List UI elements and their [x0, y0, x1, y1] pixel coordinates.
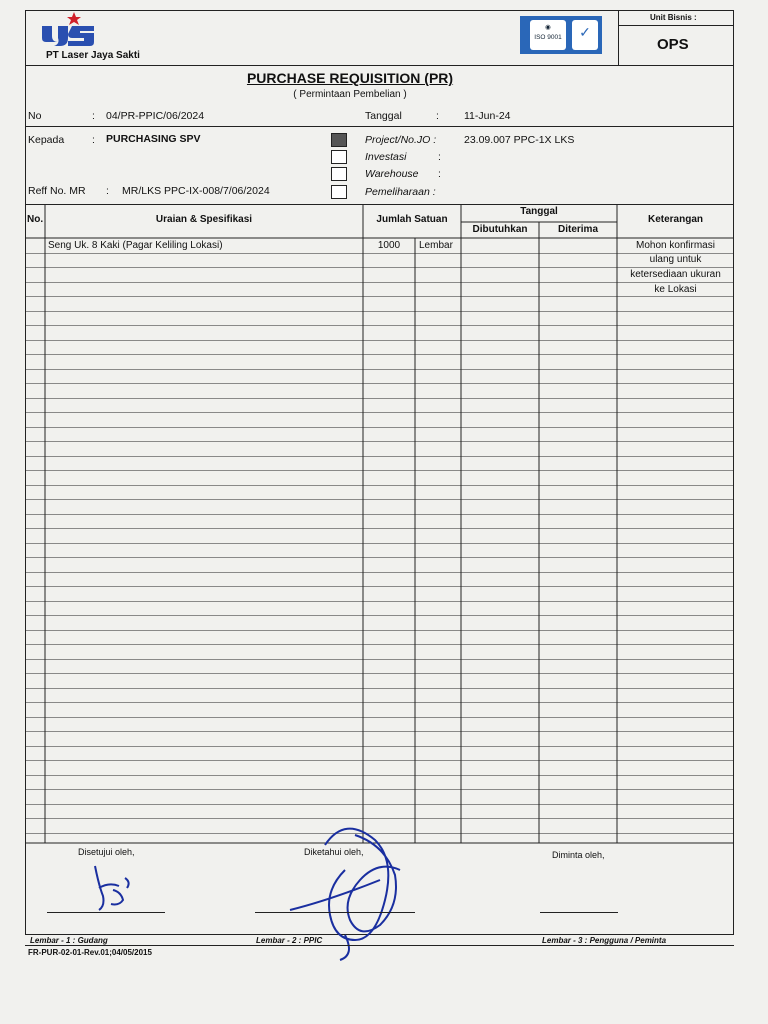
investasi-colon: :	[438, 151, 441, 163]
project-value: 23.09.007 PPC-1X LKS	[464, 134, 575, 146]
unit-value: OPS	[657, 36, 689, 53]
unit-label: Unit Bisnis :	[650, 13, 697, 22]
diminta-label: Diminta oleh,	[552, 850, 605, 860]
kepada-label: Kepada	[28, 134, 65, 146]
row1-keterangan-3: ketersediaan ukuran	[630, 269, 721, 280]
company-name: PT Laser Jaya Sakti	[46, 50, 140, 61]
row1-satuan: Lembar	[419, 240, 453, 251]
row1-uraian: Seng Uk. 8 Kaki (Pagar Keliling Lokasi)	[48, 240, 223, 251]
row1-keterangan-1: Mohon konfirmasi	[636, 240, 715, 251]
row1-jumlah: 1000	[377, 240, 401, 251]
kepada-value: PURCHASING SPV	[106, 133, 201, 145]
investasi-label: Investasi	[365, 151, 407, 163]
reff-value: MR/LKS PPC-IX-008/7/06/2024	[122, 185, 270, 197]
form-subtitle: ( Permintaan Pembelian )	[293, 89, 407, 100]
warehouse-colon: :	[438, 168, 441, 180]
col-jumlah-header: Jumlah Satuan	[376, 214, 448, 225]
footer-form-code: FR-PUR-02-01-Rev.01;04/05/2015	[28, 948, 152, 957]
form-title: PURCHASE REQUISITION (PR)	[246, 70, 454, 86]
iso-icon: ◉ ISO 9001	[530, 20, 566, 50]
no-value: 04/PR-PPIC/06/2024	[106, 110, 205, 122]
footer-lembar-2: Lembar - 2 : PPIC	[256, 936, 323, 945]
col-tanggal-header: Tanggal	[520, 206, 558, 217]
row1-keterangan-4: ke Lokasi	[654, 284, 697, 295]
reff-colon: :	[106, 185, 109, 197]
col-diterima-header: Diterima	[557, 224, 598, 235]
footer-lembar-1: Lembar - 1 : Gudang	[30, 936, 108, 945]
tanggal-label: Tanggal	[365, 110, 402, 122]
tanggal-colon: :	[436, 110, 439, 122]
disetujui-label: Disetujui oleh,	[78, 847, 135, 857]
no-label: No	[28, 110, 42, 122]
kepada-colon: :	[92, 134, 95, 146]
col-no-header: No.	[27, 214, 44, 225]
footer-lembar-3: Lembar - 3 : Pengguna / Peminta	[542, 936, 667, 945]
reff-label: Reff No. MR	[28, 185, 86, 197]
col-dibutuhkan-header: Dibutuhkan	[472, 224, 528, 235]
project-label: Project/No.JO :	[365, 134, 437, 146]
iso-text: ISO 9001	[534, 34, 562, 41]
tanggal-value: 11-Jun-24	[464, 110, 511, 122]
diketahui-label: Diketahui oleh,	[304, 847, 364, 857]
col-keterangan-header: Keterangan	[647, 214, 703, 225]
row1-keterangan-2: ulang untuk	[649, 254, 702, 265]
col-uraian-header: Uraian & Spesifikasi	[155, 214, 253, 225]
pemeliharaan-label: Pemeliharaan :	[365, 186, 436, 198]
no-colon: :	[92, 110, 95, 122]
signature-disetujui	[85, 858, 155, 918]
warehouse-label: Warehouse	[365, 168, 419, 180]
ukas-icon: ✓	[572, 20, 598, 50]
